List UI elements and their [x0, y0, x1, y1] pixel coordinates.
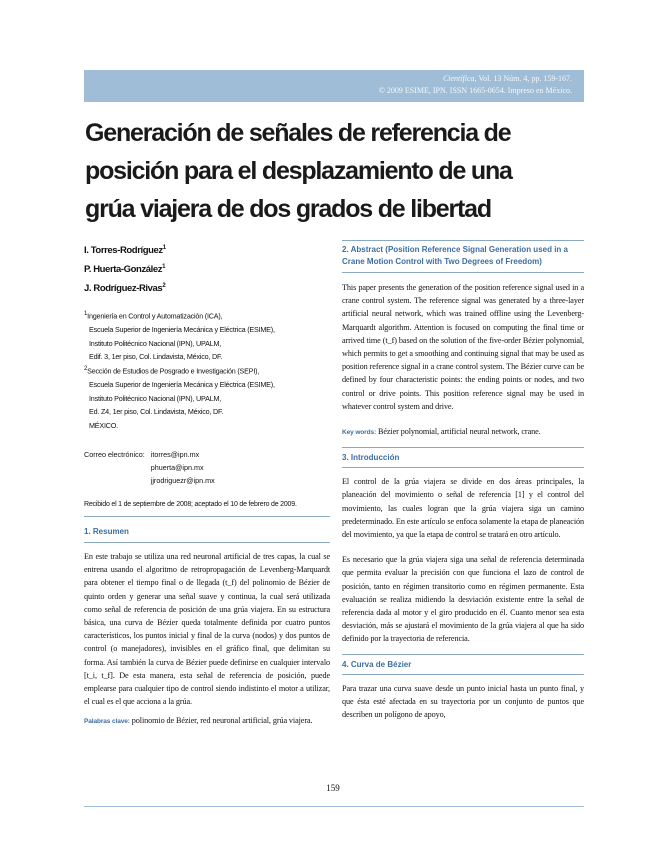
affiliation: $^1$Ingeniería en Control y Automatización (ICA), Escuela Superior de Ingeniería Mecánica y Eléctrica (ESIME), Instituto Politécnico Nacional (IPN), UPALM, Edif. 3, 1er piso, Col. Lindavista, México, DF.	[84, 311, 275, 362]
section-heading-resumen: 1. Resumen	[84, 526, 129, 536]
email-label: Correo electrónico:	[84, 449, 145, 459]
keywords-label: Palabras clave:	[84, 718, 130, 726]
email-address: itorres@ipn.mx	[150, 449, 200, 459]
author: J. Rodríguez-Rivas$^2$	[84, 283, 166, 295]
curva-text: Para trazar una curva suave desde un punto inicial hasta un punto final, y que ésta esté afectada en su trayectoria por un conjunto de puntos que describen un polígono de apoyo,	[342, 683, 584, 720]
left-column	[84, 240, 330, 729]
footer-rule	[84, 806, 584, 807]
email-address: jjrodriguezr@ipn.mx	[150, 475, 215, 485]
right-column	[342, 240, 584, 721]
keywords-text: polinomio de Bézier, red neuronal artificial, grúa viajera.	[131, 716, 313, 726]
journal-copyright: © 2009 ESIME, IPN. ISSN 1665-0654. Impreso en México.	[378, 86, 572, 95]
intro-paragraph: Es necesario que la grúa viajera siga una señal de referencia determinada que permita evaluar la precisión con que funciona el lazo de control de posición, tanto en régimen transitorio como en régimen permanente. Esta evaluación se realiza midiendo la desviación existente entre la señal de referencia dada al motor y el giro producido en él. Cuanto menor sea esta desviación, más se ajustará el movimiento de la grúa viajera al que ha sido definido por la trayectoria de referencia.	[342, 555, 584, 644]
intro-paragraph: El control de la grúa viajera se divide en dos áreas principales, la planeación del movimiento o señal de referencia [1] y el control del movimiento, las cuales logran que la grúa viajera siga un camino predeterminado. En este artículo se enfoca solamente la etapa de planeación del movimiento, ya que la etapa de control se tratará en otro artículo.	[342, 477, 584, 540]
keywords-label: Key words:	[342, 429, 377, 437]
keywords-text: Bézier polynomial, artificial neural network, crane.	[378, 427, 541, 437]
section-heading-curva: 4. Curva de Bézier	[342, 659, 412, 669]
journal-issue: , Vol. 13 Núm. 4, pp. 159-167.	[474, 74, 572, 83]
journal-banner	[84, 70, 584, 102]
journal-citation	[443, 74, 572, 83]
author-list	[84, 240, 330, 297]
email-address: phuerta@ipn.mx	[150, 462, 204, 472]
journal-name: Científica	[442, 74, 475, 83]
author: I. Torres-Rodríguez$^1$	[84, 245, 166, 257]
resumen-keywords	[84, 714, 330, 728]
received-dates: Recibido el 1 de septiembre de 2008; aceptado el 10 de febrero de 2009.	[84, 500, 297, 508]
affiliation: $^2$Sección de Estudios de Posgrado e Investigación (SEPI), Escuela Superior de Ingeniería Mecánica y Eléctrica (ESIME), Instituto Politécnico Nacional (IPN), UPALM, Ed. Z4, 1er piso, Col. Lindavista, México, DF. MÉXICO.	[84, 366, 275, 430]
resumen-text: En este trabajo se utiliza una red neuronal artificial de tres capas, la cual se entrena usando el algoritmo de retropropagación de Levenberg-Marquardt para obtener el tiempo final o de llegada (t_f) del polinomio de Bézier de quinto orden y generar una señal suave y continua, la cual será utilizada como señal de referencia de posición de una grúa viajera. En su estructura básica, una curva de Bézier queda totalmente definida por cuatro puntos característicos, los puntos inicial y final de la curva (nodos) y dos puntos de control (o manejadores), invisibles en el gráfico final, que delimitan su forma. Así también la curva de Bézier puede definirse en cualquier intervalo [t_i, t_f]. De esta manera, esta señal de referencia de posición, puede emplearse para cualquier tipo de control siendo indistinto el motor a utilizar, el cual es el que acciona a la grúa.	[84, 551, 330, 707]
author: P. Huerta-González$^1$	[84, 264, 166, 276]
section-heading-abstract: 2. Abstract (Position Reference Signal Generation used in a Crane Motion Control with Two Degrees of Freedom)	[342, 245, 568, 266]
paper-title: Generación de señales de referencia de posición para el desplazamiento de una grúa viajera de dos grados de libertad	[85, 119, 512, 223]
page-number: 159	[326, 783, 340, 793]
abstract-keywords	[342, 425, 584, 439]
abstract-text: This paper presents the generation of the position reference signal used in a crane control system. The reference signal was generated by a three-layer artificial neural network, which was trained offline using the Levenberg-Marquardt algorithm. Attention is focused on computing the final time or arrived time (t_f) based on the solution of the five-order Bézier polynomial, which permits to get a smoothing and continuing signal that may be used as position reference signal in a crane control system. The Bézier curve can be defined by four characteristic points: the ending points or nodes, and two control or drive points. This position reference signal may be used in whatever control system and drive.	[342, 283, 584, 411]
email-block	[84, 448, 330, 487]
section-heading-introduccion: 3. Introducción	[342, 453, 400, 463]
